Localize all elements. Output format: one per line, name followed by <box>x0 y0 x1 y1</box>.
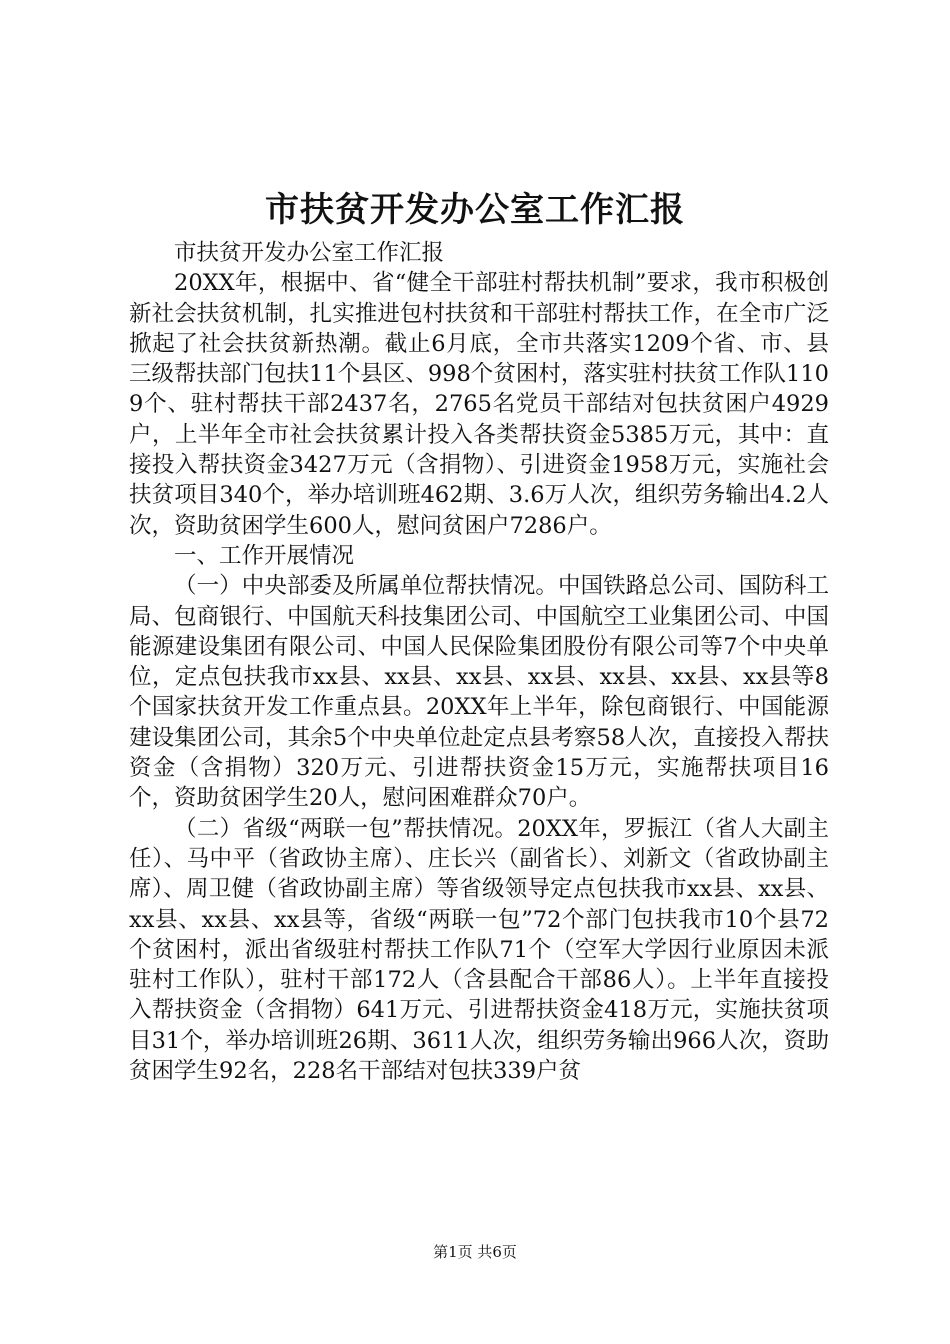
page-footer: 第1页 共6页 <box>433 1243 517 1261</box>
document-title: 市扶贫开发办公室工作汇报 <box>265 190 685 230</box>
paragraph-intro: 20XX年，根据中、省“健全干部驻村帮扶机制”要求，我市积极创新社会扶贫机制，扎实推进包村扶贫和干部驻村帮扶工作，在全市广泛掀起了社会扶贫新热潮。截止6月底，全市共落实1209个省、市、县三级帮扶部门包扶11个县区、998个贫困村，落实驻村扶贫工作队1109个、驻村帮扶干部2437名，2765名党员干部结对包扶贫困户4929户，上半年全市社会扶贫累计投入各类帮扶资金5385万元，其中：直接投入帮扶资金3427万元（含捐物）、引进资金1958万元，实施社会扶贫项目340个，举办培训班462期、3.6万人次，组织劳务输出4.2人次，资助贫困学生600人，慰问贫困户7286户。 <box>129 270 829 539</box>
section-heading-work-status: 一、工作开展情况 <box>174 542 355 569</box>
paragraph-provincial-units: （二）省级“两联一包”帮扶情况。20XX年，罗振江（省人大副主任）、马中平（省政协主席）、庄长兴（副省长）、刘新文（省政协副主席）、周卫健（省政协副主席）等省级领导定点包扶我市xx县、xx县、xx县、xx县、xx县等，省级“两联一包”72个部门包扶我市10个县72个贫困村，派出省级驻村帮扶工作队71个（空军大学因行业原因未派驻村工作队），驻村干部172人（含县配合干部86人）。上半年直接投入帮扶资金（含捐物）641万元、引进帮扶资金418万元，实施扶贫项目31个，举办培训班26期、3611人次，组织劳务输出966人次，资助贫困学生92名，228名干部结对包扶339户贫 <box>129 815 829 1085</box>
document-body <box>129 238 829 1086</box>
paragraph-heading-repeat: 市扶贫开发办公室工作汇报 <box>174 240 445 266</box>
paragraph-central-units: （一）中央部委及所属单位帮扶情况。中国铁路总公司、国防科工局、包商银行、中国航天科技集团公司、中国航空工业集团公司、中国能源建设集团有限公司、中国人民保险集团股份有限公司等7个中央单位，定点包扶我市xx县、xx县、xx县、xx县、xx县、xx县、xx县等8个国家扶贫开发工作重点县。20XX年上半年，除包商银行、中国能源建设集团公司，其余5个中央单位赴定点县考察58人次，直接投入帮扶资金（含捐物）320万元、引进帮扶资金15万元，实施帮扶项目16个，资助贫困学生20人，慰问困难群众70户。 <box>129 573 829 812</box>
